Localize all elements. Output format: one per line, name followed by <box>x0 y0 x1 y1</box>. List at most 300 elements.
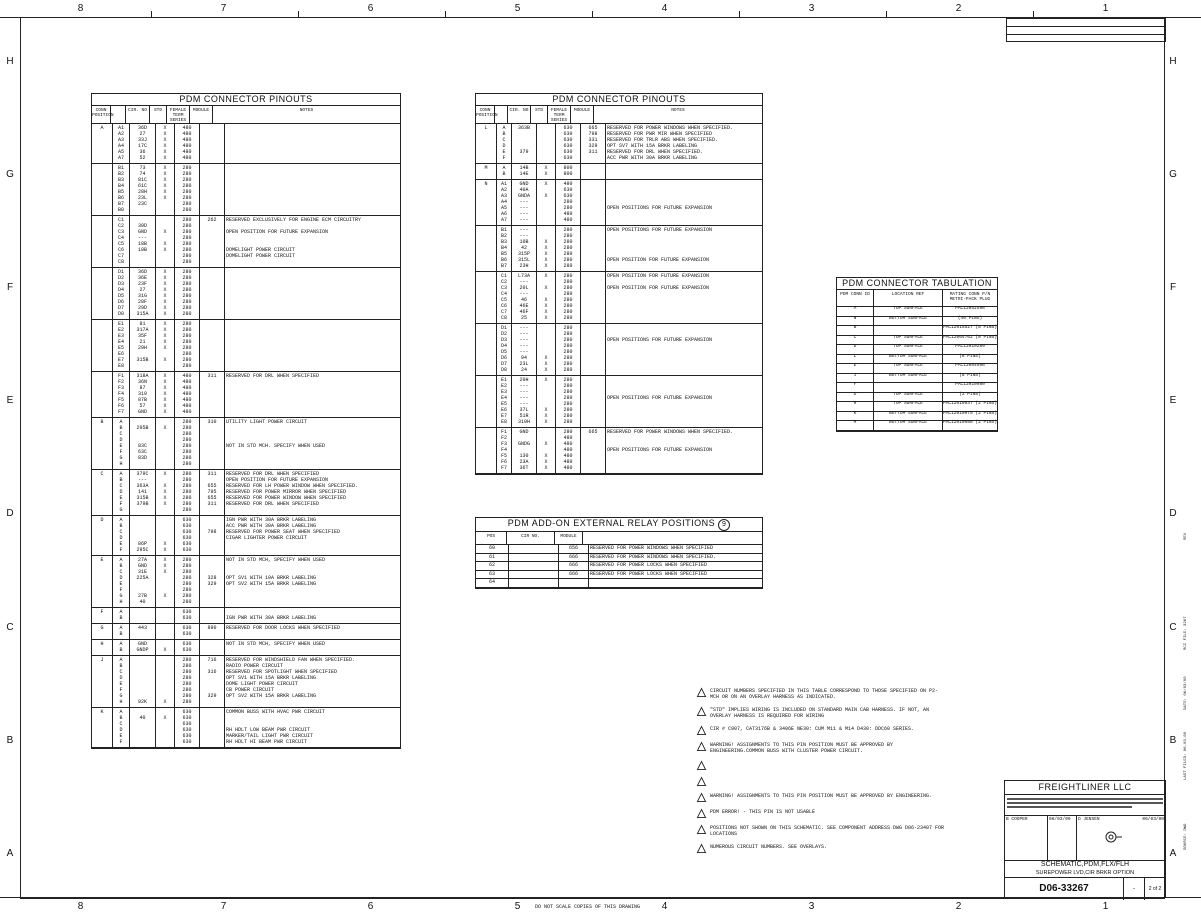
cell-cir: 39D GND --- 18B 18B <box>130 216 156 267</box>
warning-triangle-icon <box>697 707 706 716</box>
cell-cir: --- --- 10B 42 315P 315L 23H <box>512 226 537 271</box>
cell-pos: M <box>476 164 497 179</box>
cell-pins: A B <box>113 608 130 623</box>
pin-group <box>92 624 400 640</box>
row-c-right: C <box>1169 622 1177 633</box>
zone-col-8: 8 <box>77 3 84 14</box>
cell-cir: 27A GND 31E 225A 27B 40 <box>130 556 156 607</box>
row-a-left: A <box>6 848 14 859</box>
cell-pn: (2 PINS) <box>959 391 981 397</box>
cell-mod: 890 <box>200 624 225 639</box>
cell-pins: A B <box>497 164 512 179</box>
cell-pos: 64 <box>476 579 509 587</box>
cell-cir <box>509 554 559 562</box>
warning-triangle-icon <box>697 844 706 853</box>
tabulation-row <box>837 421 997 431</box>
drawn-date: 06/03/00 <box>1048 816 1077 860</box>
cell-notes: RESERVED FOR DRL WHEN SPECIFIED <box>226 373 320 379</box>
note-text: PDM ERROR! - THIS PIN IS NOT USABLE <box>710 809 816 815</box>
note-item <box>697 809 947 818</box>
cell-fem: 280 280 280 280 280 280 280 280 <box>556 324 581 375</box>
cell-std: X X X X X X <box>156 164 175 215</box>
cell-pos: 61 <box>476 554 509 562</box>
cell-std: X X X X <box>156 556 175 607</box>
cell-pos <box>476 324 497 375</box>
cell-fem: 480 480 480 480 480 480 480 <box>175 372 200 417</box>
warning-triangle-icon <box>697 742 706 751</box>
side-source: SOURCE: DWG <box>1184 823 1188 850</box>
cell-pins: C1 C2 C3 C4 C5 C6 C7 C8 <box>497 272 512 323</box>
cell-cir: GND 40A GNDA --- --- --- --- <box>512 180 537 225</box>
cell-notes: UTILITY LIGHT POWER CIRCUIT NOT IN STD MCH. SPECIFY WHEN USED <box>226 419 326 449</box>
cell-mod <box>200 640 225 655</box>
note-text: CIRCUIT NUMBERS SPECIFIED IN THIS TABLE CORRESPOND TO THOSE SPECIFIED ON P2-MCH OR ON AN OVERLAY HARNESS AS INDICATED. <box>710 688 939 700</box>
approved-date: 06/03/00 <box>1142 817 1164 822</box>
cell-loc: TOP SURFACE <box>874 307 943 316</box>
cell-pn: PAC12052596 <box>955 306 985 311</box>
cell-cir: GND GNDG 130 23A 36T <box>512 428 537 473</box>
note-item <box>697 761 947 770</box>
cell-pn: PAC12064996 <box>955 363 985 368</box>
cell-cir <box>509 562 559 570</box>
header-fem: FEMALE TERM SERIES <box>548 106 571 123</box>
header-mod: MODULE <box>555 532 583 544</box>
cell-notes: RESERVED FOR POWER WINDOWS WHEN SPECIFIED. <box>590 553 717 560</box>
side-last-filed: LAST FILED: 06-03-00 <box>1184 731 1188 780</box>
cell-std <box>156 624 175 639</box>
cell-notes <box>225 268 400 319</box>
row-h-right: H <box>1169 56 1177 67</box>
cell-notes: OPEN POSITIONS FOR FUTURE EXPANSION <box>607 205 713 211</box>
cell-id: K <box>837 412 874 421</box>
drawn-by: B COOPER <box>1005 816 1048 860</box>
cell-cir: L73A --- 20L --- 46 46E 46F 25 <box>512 272 537 323</box>
cell-std: X X X <box>156 216 175 267</box>
cell-mod <box>200 268 225 319</box>
cell-loc <box>874 383 943 392</box>
pin-group <box>92 656 400 708</box>
pin-group <box>92 372 400 418</box>
cell-fem: 280 280 280 280 280 280 280 <box>175 470 200 515</box>
pdm-connector-pinouts-table-2 <box>475 93 763 475</box>
cell-pn: PAC12010980 <box>955 382 985 387</box>
header-mod: MODULE <box>190 106 213 123</box>
cell-std: X X X X <box>537 376 556 427</box>
cell-pins: A B <box>113 624 130 639</box>
zone-col-1-bottom: 1 <box>1102 901 1109 912</box>
note-item <box>697 688 947 700</box>
cell-fem: 630 630 630 630 630 630 <box>175 708 200 747</box>
sheet-number: 2 of 2 <box>1148 886 1162 892</box>
table-title: PDM CONNECTOR PINOUTS <box>476 94 762 106</box>
note-text: POSITIONS NOT SHOWN ON THIS SCHEMATIC. SEE COMPONENT ADDRESS DWG D06-23407 FOR LOCATIONS <box>710 825 945 837</box>
drawing-title: SCHEMATIC,PDM,FLX/FLH <box>1040 861 1130 868</box>
cell-pos: 62 <box>476 562 509 570</box>
pin-group <box>92 164 400 216</box>
cell-fem: 480 480 480 480 480 480 <box>175 124 200 163</box>
pin-group <box>476 124 762 164</box>
title-block <box>1004 780 1166 898</box>
cell-std <box>156 608 175 623</box>
cell-cir: 40 <box>130 708 156 747</box>
cell-cir: 20H --- --- --- --- 37L 51R 310H <box>512 376 537 427</box>
cell-id: F <box>837 383 874 392</box>
cell-pos: 63 <box>476 571 509 579</box>
cell-pos: L <box>476 124 497 163</box>
cell-std: X X X X X <box>156 470 175 515</box>
cell-std: X X X X X X X <box>156 372 175 417</box>
cell-pn: (40 PINS) <box>957 315 983 321</box>
row-f-left: F <box>6 282 14 293</box>
cell-mod <box>200 164 225 215</box>
pin-group <box>92 124 400 164</box>
cell-std: X X X X X <box>537 226 556 271</box>
cell-notes <box>589 579 762 587</box>
cell-std: X X X X <box>537 428 556 473</box>
cell-cir: 379C --- 363A 141 315B 379B <box>130 470 156 515</box>
cell-mod: 311 <box>200 372 225 417</box>
cell-pos <box>476 226 497 271</box>
cell-loc: BOTTOM SURFACE <box>874 412 943 421</box>
cell-id: N <box>837 317 874 326</box>
cell-pins: A B C D E F G <box>113 470 130 515</box>
cell-mod <box>581 226 606 271</box>
cell-pins: A B <box>113 640 130 655</box>
cell-std: X X <box>537 164 556 179</box>
header-plug: MATING CONN P/N METRI-PACK PLUG <box>949 292 991 302</box>
header-location: LOCATION REF <box>874 290 943 306</box>
pin-group <box>92 608 400 624</box>
pin-group <box>92 418 400 470</box>
zone-col-2: 2 <box>955 3 962 14</box>
cell-cir: GND GNDP <box>130 640 156 655</box>
no-scale-note: DO NOT SCALE COPIES OF THIS DRAWING <box>535 904 641 910</box>
zone-col-3: 3 <box>808 3 815 14</box>
header-conn: CONN POSITION <box>92 106 111 123</box>
cell-notes <box>225 164 400 215</box>
warning-triangle-icon <box>697 777 706 786</box>
note-item <box>697 726 947 735</box>
cell-cir: 318A 36N 87 310 87B 57 GND <box>130 372 156 417</box>
note-item <box>697 793 947 802</box>
cell-fem: 280 280 280 280 280 280 280 280 <box>175 320 200 371</box>
cell-pins: E1 E2 E3 E4 E5 E6 E7 E8 <box>113 320 130 371</box>
pin-group <box>92 268 400 320</box>
header-fem: FEMALE TERM SERIES <box>167 106 190 123</box>
cell-mod: 716 316 329 <box>200 656 225 707</box>
table-header <box>92 106 400 124</box>
table-header <box>837 290 997 307</box>
cell-std: X X X X X X X X <box>156 268 175 319</box>
cell-mod <box>200 608 225 623</box>
table-header <box>476 532 762 545</box>
cell-fem: 630 630 <box>175 640 200 655</box>
cell-id: D <box>837 345 874 354</box>
drawing-number: D06-33267 <box>1005 878 1124 900</box>
cell-mod: 310 <box>200 418 225 469</box>
row-d-right: D <box>1169 508 1177 519</box>
header-std: STD <box>531 106 548 123</box>
cell-id: E <box>837 364 874 373</box>
cell-notes: OPEN POSITIONS FOR FUTURE EXPANSION <box>607 337 713 343</box>
warning-triangle-icon <box>697 809 706 818</box>
cell-notes <box>225 320 400 371</box>
note-text: WARNING! ASSIGNMENTS TO THIS PIN POSITION MUST BE APPROVED BY ENGINEERING.COMMON BUSS WITH CLUSTER POWER CIRCUIT. <box>710 742 894 754</box>
pin-group <box>476 272 762 324</box>
cell-pins: A B C D E F G H <box>113 656 130 707</box>
cell-pos: B <box>92 418 113 469</box>
cell-fem: 280 280 280 280 280 280 280 <box>556 226 581 271</box>
cell-mod <box>200 124 225 163</box>
cell-pins: D1 D2 D3 D4 D5 D6 D7 D8 <box>113 268 130 319</box>
cell-pos <box>476 428 497 473</box>
pin-group <box>92 216 400 268</box>
cell-notes: NOT IN STD MCH, SPECIFY WHEN USED OPT SV1 WITH 10A BRKR LABELING OPT SV2 WITH 15A BRKR LABELING <box>226 557 326 587</box>
cell-fem: 480 630 630 280 280 480 480 <box>556 180 581 225</box>
note-text: NUMEROUS CIRCUIT NUMBERS. SEE OVERLAYS. <box>710 844 828 850</box>
cell-pos: F <box>92 608 113 623</box>
cell-notes: RESERVED FOR DRL WHEN SPECIFIED OPEN POSITION FOR FUTURE EXPANSION RESERVED FOR LH POWER WINDOW WHEN SPECIFIED. RESERVED FOR POWER MIRROR WHEN SPECIFIED RESERVED FOR POWER WINDOW WHEN SPECIFIED RESERVED FOR DRL WHEN SPECIFIED <box>226 471 359 507</box>
side-rev: REV <box>1184 532 1188 540</box>
row-b-right: B <box>1169 735 1177 746</box>
row-a-right: A <box>1169 848 1177 859</box>
cell-id: C <box>837 336 874 345</box>
pin-group <box>92 516 400 556</box>
cell-id: M <box>837 421 874 430</box>
cell-fem: 280 280 280 280 280 280 280 280 <box>175 418 200 469</box>
cell-pos <box>92 164 113 215</box>
cell-std <box>537 124 556 163</box>
cell-std: X <box>156 708 175 747</box>
cell-cir: 443 <box>130 624 156 639</box>
revision: - <box>1124 878 1145 900</box>
note-item <box>697 707 947 719</box>
table-title <box>476 518 762 532</box>
cell-mod: 666 <box>559 554 589 562</box>
cell-mod <box>581 180 606 225</box>
row-d-left: D <box>6 508 14 519</box>
header-notes: NOTES <box>671 108 685 113</box>
cell-pos: 60 <box>476 545 509 553</box>
cell-notes: OPEN POSITIONS FOR FUTURE EXPANSION OPEN POSITION FOR FUTURE EXPANSION <box>607 227 713 263</box>
cell-cir: 14B 14E <box>512 164 537 179</box>
cell-pins: D1 D2 D3 D4 D5 D6 D7 D8 <box>497 324 512 375</box>
cell-notes: COMMON BUSS WITH HVAC PWR CIRCUIT RH HDLT LOW BEAM PWR CIRCUIT MARKER/TAIL LIGHT PWR CIRCUIT RH HDLT HI BEAM PWR CIRCUIT <box>226 709 326 745</box>
cell-fem: 280 280 280 280 280 280 280 280 <box>175 164 200 215</box>
cell-std: X <box>156 418 175 469</box>
cell-std: X X X <box>537 324 556 375</box>
side-date: DATE: 06/03/00 <box>1184 676 1188 710</box>
cell-std: X X <box>156 516 175 555</box>
cell-mod <box>559 579 589 587</box>
zone-col-8-bottom: 8 <box>77 901 84 912</box>
general-notes <box>697 688 947 860</box>
cell-pins: A B C D E F <box>113 708 130 747</box>
cell-loc: TOP SURFACE <box>874 393 943 402</box>
table-body <box>476 545 762 588</box>
cell-pins: F1 F2 F3 F4 F5 F6 F7 <box>113 372 130 417</box>
cell-std: X X <box>537 180 556 225</box>
note-text: "STD" IMPLIES WIRING IS INCLUDED ON STANDARD MAIN CAB HARNESS. IF NOT, AN OVERLAY HARNESS IS REQUIRED FOR WIRING <box>710 707 930 719</box>
cell-mod <box>581 376 606 427</box>
cell-pos <box>476 376 497 427</box>
table-header <box>476 106 762 124</box>
pin-group <box>476 376 762 428</box>
cell-mod <box>200 320 225 371</box>
cell-pins: A B C D E F G H <box>113 418 130 469</box>
pin-group <box>476 164 762 180</box>
cell-loc: TOP SURFACE <box>874 364 943 373</box>
cell-loc: BOTTOM SURFACE <box>874 317 943 326</box>
cell-notes: RESERVED FOR WINDSHIELD FAN WHEN SPECIFIED. RADIO POWER CIRCUIT RESERVED FOR SPOTLIGHT WHEN SPECIFIED OPT SV1 WITH 15A BRKR LABELING DOME LIGHT POWER CIRCUIT CB POWER CIRCUIT OPT SV2 WITH 15A BRKR LABELING <box>226 657 356 699</box>
relay-row <box>476 554 762 563</box>
header-pos: POS <box>476 532 507 544</box>
cell-fem: 280 280 280 280 280 280 280 280 <box>556 376 581 427</box>
cell-notes: OPEN POSITION FOR FUTURE EXPANSION OPEN POSITION FOR FUTURE EXPANSION <box>607 273 710 291</box>
cell-pos <box>92 216 113 267</box>
cell-std: X <box>156 656 175 707</box>
cell-cir: 36D 36E 23F 27 31G 28F 29D 315A <box>130 268 156 319</box>
cell-pos: K <box>92 708 113 747</box>
zone-col-7-bottom: 7 <box>220 901 227 912</box>
header-cir: CIR NO. <box>507 532 555 544</box>
cell-cir <box>509 545 559 553</box>
note-badge: 9 <box>718 519 730 531</box>
pin-group <box>92 470 400 516</box>
row-g-right: G <box>1169 169 1177 180</box>
cell-id: A <box>837 307 874 316</box>
warning-triangle-icon <box>697 793 706 802</box>
cell-pn: PAC12015527 (8 PINS) <box>943 325 998 330</box>
note-item <box>697 844 947 853</box>
cell-notes: RESERVED FOR POWER WINDOWS WHEN SPECIFIED. RESERVED FOR PWR MIR WHEN SPECIFIED RESERVED FOR TRLR ABS WHEN SPECIFIED. OPT SV7 WITH 15A BRKR LABELING RESERVED FOR DRL WHEN SPECIFIED. ACC PWR WITH 30A BRKR LABELING <box>607 125 734 161</box>
relay-row <box>476 545 762 554</box>
cell-mod <box>200 708 225 747</box>
warning-triangle-icon <box>697 761 706 770</box>
note-item <box>697 742 947 754</box>
table-body <box>92 124 400 748</box>
table-title: PDM CONNECTOR TABULATION <box>837 278 997 290</box>
cell-std: X <box>156 640 175 655</box>
cell-fem: 630 630 <box>175 608 200 623</box>
cell-fem: 280 280 280 280 280 280 280 280 <box>175 216 200 267</box>
cell-mod <box>581 164 606 179</box>
cell-notes: NOT IN STD MCH, SPECIFY WHEN USED <box>226 641 326 647</box>
cell-mod: 666 <box>559 571 589 579</box>
cell-cir: 363B 379 <box>512 124 537 163</box>
cell-id: G <box>837 393 874 402</box>
zone-col-4: 4 <box>661 3 668 14</box>
cell-cir: --- --- --- --- --- 94 23L 24 <box>512 324 537 375</box>
cell-pos <box>476 272 497 323</box>
cell-pn: (6 PINS) <box>959 353 981 359</box>
relay-positions-table <box>475 517 763 589</box>
cell-id: B <box>837 326 874 335</box>
pin-group <box>92 556 400 608</box>
cell-notes: RESERVED FOR POWER LOCKS WHEN SPECIFIED <box>590 562 708 568</box>
header-conn: CONN POSITION <box>476 106 495 123</box>
zone-col-5-bottom: 5 <box>514 901 521 912</box>
row-h-left: H <box>6 56 14 67</box>
cell-fem: 280 280 280 280 280 280 280 280 <box>556 272 581 323</box>
cell-fem: 630 630 <box>175 624 200 639</box>
cell-cir: 81 317A 35F 21 29H 315B <box>130 320 156 371</box>
side-file: RCI FILE: 3267 <box>1184 616 1188 650</box>
note-item <box>697 777 947 786</box>
cell-loc: BOTTOM SURFACE <box>874 355 943 364</box>
row-b-left: B <box>6 735 14 746</box>
header-conn-id: PDM CONN ID <box>837 290 874 306</box>
cell-notes: RESERVED EXCLUSIVELY FOR ENGINE ECM CIRCUITRY OPEN POSITION FOR FUTURE EXPANSION DOMELIGHT POWER CIRCUIT DOMELIGHT POWER CIRCUIT <box>226 217 362 259</box>
cell-pins: A1 A2 A3 A4 A5 A7 <box>113 124 130 163</box>
zone-col-1: 1 <box>1102 3 1109 14</box>
cell-pos: J <box>92 656 113 707</box>
row-c-left: C <box>6 622 14 633</box>
relay-row <box>476 571 762 580</box>
header-std: STD <box>150 106 167 123</box>
zone-col-7: 7 <box>220 3 227 14</box>
top-zone-strip <box>0 0 1201 18</box>
cell-mod <box>581 324 606 375</box>
cell-cir: 86P 295C <box>130 516 156 555</box>
cell-notes: RESERVED FOR DOOR LOCKS WHEN SPECIFIED <box>226 625 341 631</box>
zone-col-5: 5 <box>514 3 521 14</box>
cell-mod: 328 329 <box>200 556 225 607</box>
cell-pos: G <box>92 624 113 639</box>
cell-std: X X X X X X <box>156 124 175 163</box>
cell-cir <box>130 608 156 623</box>
cell-fem: 800 800 <box>556 164 581 179</box>
cell-mod: 262 <box>200 216 225 267</box>
cell-mod: 656 <box>559 545 589 553</box>
cell-pos: H <box>92 640 113 655</box>
cell-mod: 311 655 795 655 311 <box>200 470 225 515</box>
cell-pn: PAC12010289 <box>955 344 985 349</box>
zone-col-6-bottom: 6 <box>367 901 374 912</box>
cell-mod: 665 <box>581 428 606 473</box>
checked-by: D JENSEN <box>1078 817 1100 822</box>
table-body <box>476 124 762 474</box>
cell-pn: PAC12010937 (2 PINS) <box>943 401 998 406</box>
cell-pins: A B C D E F G H <box>113 556 130 607</box>
warning-triangle-icon <box>697 825 706 834</box>
pin-group <box>476 324 762 376</box>
row-g-left: G <box>6 169 14 180</box>
cell-notes: IGN PWR WITH 30A BRKR LABELING <box>226 615 317 621</box>
cell-std: X X X X X X <box>156 320 175 371</box>
cell-pins: B1 B2 B3 B4 B5 B6 B7 <box>497 226 512 271</box>
cell-mod: 666 <box>559 562 589 570</box>
cell-fem: 630 630 630 630 630 630 <box>556 124 581 163</box>
row-e-right: E <box>1169 395 1177 406</box>
header-notes: NOTES <box>299 108 314 113</box>
cell-fem: 280 280 280 280 280 280 280 280 <box>175 656 200 707</box>
cell-notes: RESERVED FOR POWER WINDOWS WHEN SPECIFIED. OPEN POSITIONS FOR FUTURE EXPANSION <box>607 429 734 453</box>
cell-id: J <box>837 374 874 383</box>
cell-pins: A1 A2 A3 A4 A5 A6 A7 <box>497 180 512 225</box>
zone-col-4-bottom: 4 <box>661 901 668 912</box>
cell-pn: PAC12064762 (8 PINS) <box>943 334 998 340</box>
pin-group <box>92 320 400 372</box>
note-text: WARNING! ASSIGNMENTS TO THIS PIN POSITION MUST BE APPROVED BY ENGINEERING. <box>710 793 933 799</box>
cell-pos: N <box>476 180 497 225</box>
cell-loc: TOP SURFACE <box>874 402 943 411</box>
cell-pins: F1 F2 F3 F4 F5 F6 F7 <box>497 428 512 473</box>
note-text: CIR # C907, CAT3176B & 3406E NE30: CUM M11 & M14 D430: DDC60 SERIES. <box>710 726 915 732</box>
company-name: FREIGHTLINER LLC <box>1005 781 1165 795</box>
projection-symbol-icon <box>1105 830 1123 844</box>
cell-notes <box>225 124 400 163</box>
